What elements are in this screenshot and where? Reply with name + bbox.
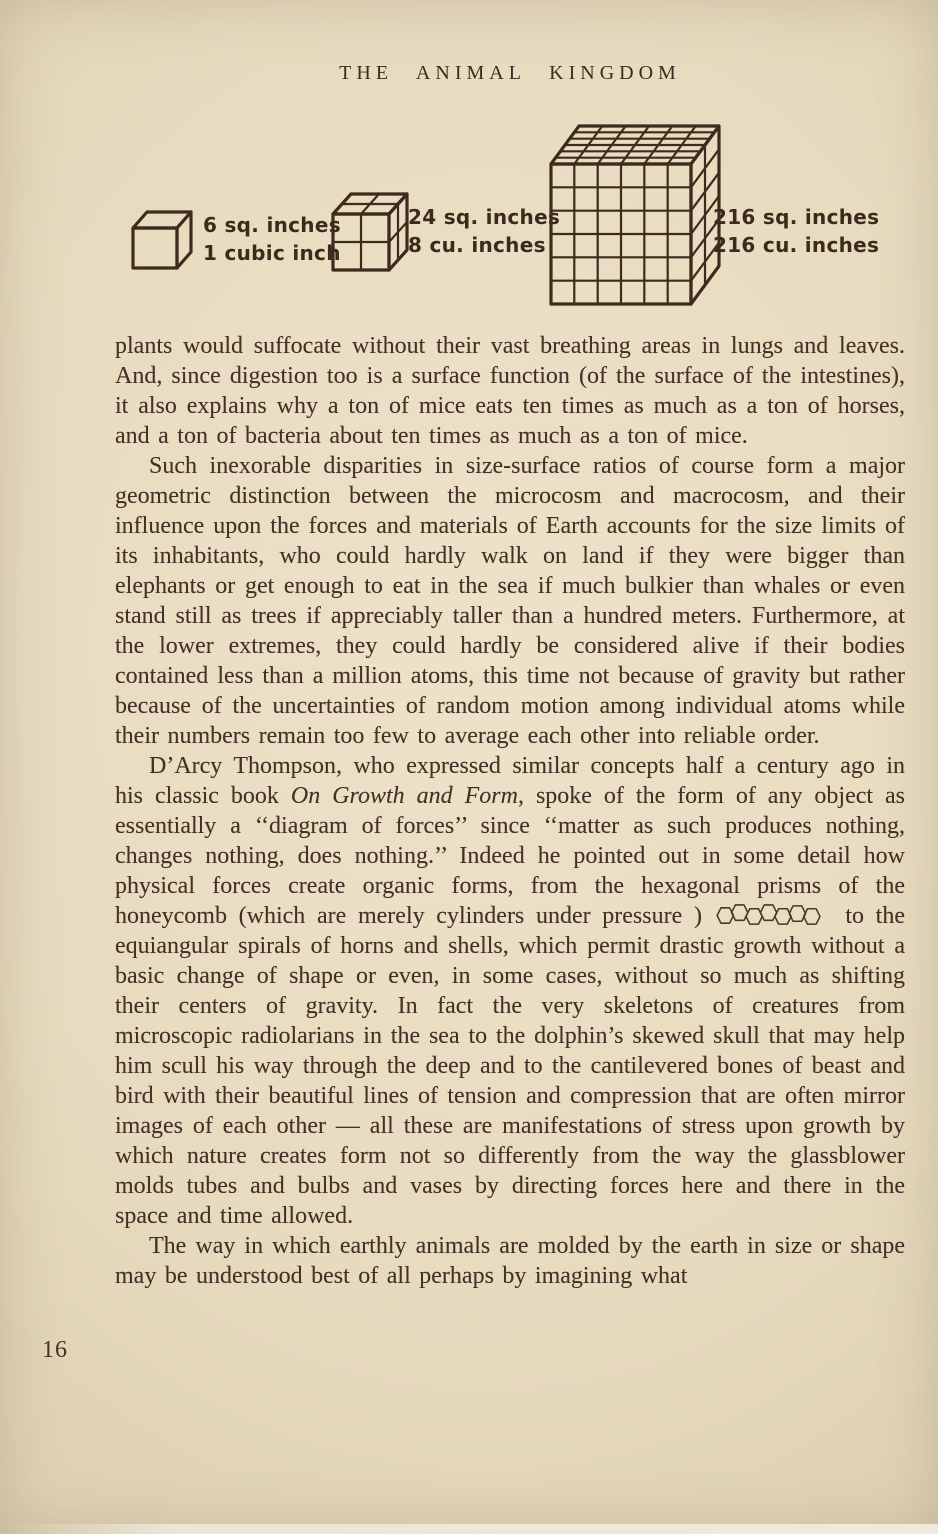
two-inch-cube-drawing xyxy=(327,186,409,279)
two-inch-cube-volume: 8 cu. inches xyxy=(408,233,546,257)
paragraph-3-lead: D’Arcy Thompson, who expressed similar concepts half a century ago in his classic book xyxy=(115,753,905,809)
paragraph-2: Such inexorable disparities in size-surface ratios of course form a major geometric distinction between the microcosm and macrocosm, and their influence upon the forces and materials of Earth accounts for the size limits of its inhabitants, who could hardly walk on land if they were bigger than elephants or get enough to eat in the sea if much bulkier than whales or even stand still as trees if appreciably taller than a hundred meters. Furthermore, at the lower extremes, they could hardly be considered alive if their bodies contained less than a million atoms, this time not because of gravity but rather because of the uncertainties of random motion among individual atoms while their numbers remain too few to average each other into reliable order. xyxy=(115,453,905,749)
unit-cube-volume: 1 cubic inch xyxy=(203,241,341,265)
cube-figure xyxy=(0,0,938,320)
paragraph-3-tail: to the equiangular spirals of horns and shells, which permit drastic growth without a basic change of shape or even, in some cases, without so much as shifting their centers of gravity. In fact the very skeletons of creatures from microscopic radiolarians in the sea to the dolphin’s skewed skull that may help him scull his way through the deep and to the cantilevered bones of beast and bird with their beautiful lines of tension and compression that are often mirror images of each other — all these are manifestations of stress upon growth by which nature creates form not so differently from the way the glassblower molds tubes and bulbs and vases by directing forces here and there in the space and time allowed. xyxy=(115,903,905,1229)
cube-icon xyxy=(327,186,409,274)
two-inch-cube-label xyxy=(408,203,560,259)
six-inch-cube-drawing xyxy=(543,114,723,315)
paragraph-1: plants would suffocate without their vast breathing areas in lungs and leaves. And, since digestion too is a surface function (of the surface of the intestines), it also explains why a ton of mice eats ten times as much as a ton of horses, and a ton of bacteria about ten times as much as a ton of mice. xyxy=(115,333,905,449)
two-inch-cube-surface: 24 sq. inches xyxy=(408,205,561,229)
unit-cube-drawing xyxy=(127,206,199,277)
running-head: THE ANIMAL KINGDOM xyxy=(339,62,681,84)
paragraph-3-mid: , spoke of the form of any object as essentially a ‘‘diagram of forces’’ since ‘‘matter as such produces nothing, changes nothing, does nothing.’’ Indeed he pointed out in some detail how physical forces create organic forms, from the hexagonal prisms of the honeycomb (which are merely cylinders under pressure ) xyxy=(115,783,906,929)
six-inch-cube-label xyxy=(713,203,879,259)
six-inch-cube-volume: 216 cu. inches xyxy=(713,233,880,257)
body-text xyxy=(115,331,905,1291)
cube-icon xyxy=(543,114,723,310)
six-inch-cube-surface: 216 sq. inches xyxy=(713,205,880,229)
paragraph-3 xyxy=(115,751,905,1231)
honeycomb-icon xyxy=(716,903,824,928)
page-edge xyxy=(0,1524,938,1534)
cube-icon xyxy=(127,206,199,272)
unit-cube-label xyxy=(203,211,341,267)
book-title: On Growth and Form xyxy=(290,783,518,809)
page-number: 16 xyxy=(42,1337,68,1363)
unit-cube-surface: 6 sq. inches xyxy=(203,213,341,237)
paragraph-4: The way in which earthly animals are molded by the earth in size or shape may be understood best of all perhaps by imagining what xyxy=(115,1233,905,1289)
